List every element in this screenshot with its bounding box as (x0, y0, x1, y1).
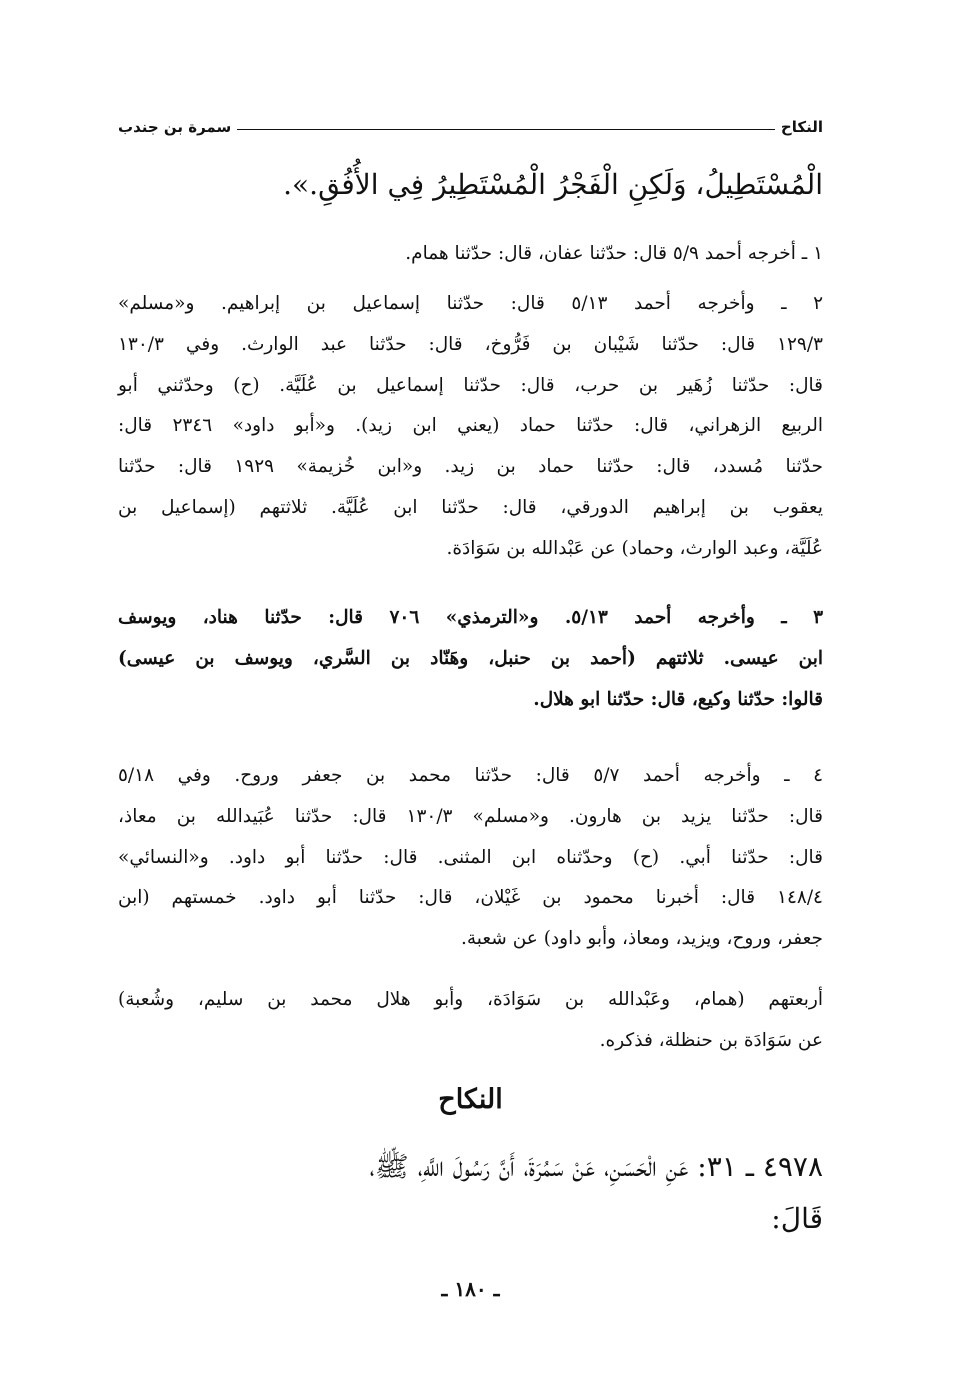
note-line: ابن عيسى. ثلاثتهم (أحمد بن حنبل، وهَنّاد بن السَّري، ويوسف بن عيسى) (118, 647, 823, 669)
note-line: ٤ ـ وأخرجه أحمد ٥/٧ قال: حدّثنا محمد بن جعفر وروح. وفي ٥/١٨ (118, 765, 824, 786)
takhrij-note-1 (118, 234, 823, 275)
takhrij-summary (118, 980, 823, 1062)
note-line: ٢ ـ وأخرجه أحمد ٥/١٣ قال: حدّثنا إسماعيل بن إبراهيم. و«مسلم» (118, 293, 823, 314)
note-line: قالوا: حدّثنا وكيع، قال: حدّثنا ابو هلال. (533, 688, 823, 710)
takhrij-note-4 (118, 756, 823, 960)
note-line: ١ ـ أخرجه أحمد ٥/٩ قال: حدّثنا عفان، قال: حدّثنا همام. (405, 243, 823, 264)
note-line: أربعتهم (همام، وعَبْدالله بن سَوَادَة، وأبو هلال محمد بن سليم، وشُعبة) (118, 989, 823, 1010)
header-musnad: سمرة بن جندب (118, 118, 232, 136)
note-line: ٣ ـ وأخرجه أحمد ٥/١٣. و«الترمذي» ٧٠٦ قال: حدّثنا هناد، ويوسف (118, 607, 823, 628)
note-line: قال: حدّثنا أبي. (ح) وحدّثناه ابن المثنى. قال: حدّثنا أبو داود. و«النسائي» (118, 846, 823, 868)
note-line: عُلَيَّة، وعبد الوارث، وحماد) عن عَبْدالله بن سَوَادَة. (446, 537, 823, 559)
note-line: قال: حدّثنا يزيد بن هارون. و«مسلم» ١٣٠/٣ قال: حدّثنا عُبَيدالله بن معاذ، (118, 805, 823, 827)
hadith-opening: ٤٩٧٨ ـ ٣١: عَنِ الْحَسَنِ، عَنْ سَمُرَةَ، أَنَّ رَسُولَ اللَّهِ، ﷺ، (369, 1150, 823, 1183)
note-line: جعفر، وروح، ويزيد، ومعاذ، وأبو داود) عن شعبة. (461, 928, 823, 950)
takhrij-note-2 (118, 284, 823, 570)
note-line: ١٢٩/٣ قال: حدّثنا شَيْبان بن فَرُّوخ، قال: حدّثنا عبد الوارث. وفي ١٣٠/٣ (118, 333, 823, 355)
hadith-continuation: الْمُسْتَطِيلُ، وَلَكِنِ الْفَجْرُ الْمُسْتَطِيرُ فِي الأُفُقِ.». (283, 168, 823, 201)
note-line: الربيع الزهراني، قال: حدّثنا حماد (يعني ابن زيد). و«أبو داود» ٢٣٤٦ قال: (118, 415, 823, 437)
header-chapter: النكاح (780, 118, 823, 136)
hadith-opening-qala: قَالَ: (771, 1202, 823, 1235)
note-line: عن سَوَادَة بن حنظلة، فذكره. (599, 1029, 823, 1051)
takhrij-note-3 (118, 598, 823, 720)
note-line: ١٤٨/٤ قال: أخبرنا محمود بن غَيْلان، قال: حدّثنا أبو داود. خمستهم (ابن (118, 887, 823, 909)
page-number: ـ ١٨٠ ـ (441, 1277, 500, 1301)
header-rule (237, 129, 775, 130)
note-line: قال: حدّثنا زُهَير بن حرب، قال: حدّثنا إسماعيل بن عُلَيَّة. (ح) وحدّثني أبو (118, 374, 823, 396)
running-header (118, 112, 823, 142)
note-line: حدّثنا مُسدد، قال: حدّثنا حماد بن زيد. و«ابن خُزيمة» ١٩٢٩ قال: حدّثنا (118, 456, 823, 478)
note-line: يعقوب بن إبراهيم الدورقي، قال: حدّثنا ابن عُلَيَّة. ثلاثتهم (إسماعيل بن (118, 496, 823, 518)
section-title: النكاح (438, 1084, 503, 1115)
page (118, 112, 823, 1312)
